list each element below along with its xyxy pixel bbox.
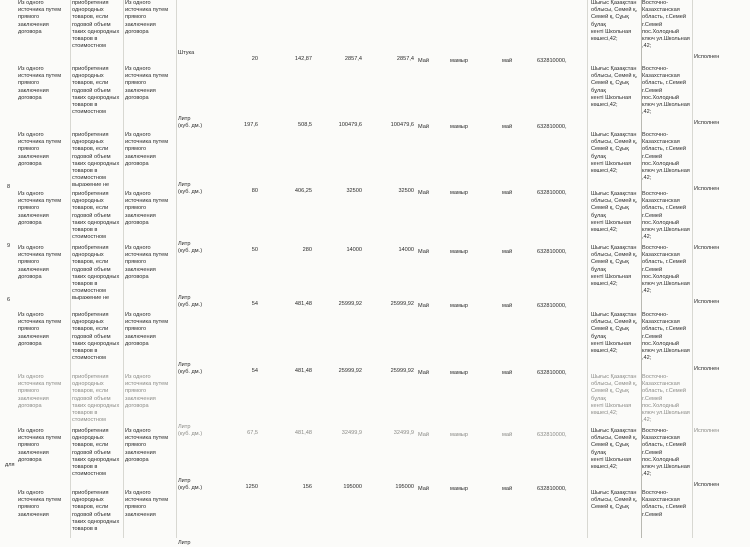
delivery-place-ru: Восточно- Казахстанская область, г.Семей г.Семей пос.Холодный ключ ул.Школьная ,42;: [642, 245, 690, 295]
total-amount: 195000: [343, 484, 362, 490]
status: Исполнен: [694, 299, 720, 305]
quantity: 50: [251, 247, 258, 253]
column-divider: [176, 0, 177, 538]
procurement-reason: Из одного источника путем прямого заключения договора: [125, 374, 169, 409]
procurement-method: Из одного источника путем прямого заключения договора: [18, 132, 62, 167]
planned-month-kz: мамыр: [450, 303, 468, 309]
purchase-description: приобретения однородных товаров, если годовой объем таких однородных товаров в стоимостном: [72, 0, 120, 50]
column-divider: [587, 0, 588, 538]
delivery-place-ru: Восточно- Казахстанская область, г.Семей г.Семей пос.Холодный ключ ул.Школьная ,42;: [642, 66, 690, 116]
purchase-description: приобретения однородных товаров, если годовой объем таких однородных товаров в стоимостном выражение не: [72, 132, 120, 189]
kato-code: 632810000,: [537, 303, 567, 309]
purchase-description: приобретения однородных товаров, если годовой объем таких однородных товаров в стоимостном: [72, 191, 120, 241]
unit-price: 142,87: [294, 56, 312, 62]
total-amount-vat: 2857,4: [396, 56, 414, 62]
procurement-method: Из одного источника путем прямого заключения договора: [18, 245, 62, 280]
delivery-place-kz: Шығыс Қазақстан облысы, Семей қ, Семей қ, Сұық бұлақ кенті Школьная көшесі,42;: [591, 191, 638, 234]
planned-month-ru: май: [502, 58, 513, 64]
planned-month-kz: мамыр: [450, 432, 468, 438]
purchase-description: приобретения однородных товаров, если годовой объем таких однородных товаров в: [72, 490, 120, 533]
delivery-place-kz: Шығыс Қазақстан облысы, Семей қ, Семей қ, Сұық бұлақ кенті Школьная көшесі,42;: [591, 312, 638, 355]
planned-month-ru: май: [502, 370, 513, 376]
delivery-place-ru: Восточно- Казахстанская область, г.Семей г.Семей пос.Холодный ключ ул.Школьная ,42;: [642, 0, 690, 50]
row-number: 9: [7, 243, 11, 249]
procurement-method: Из одного источника путем прямого заключения договора: [18, 312, 62, 347]
unit-of-measure: Штука: [178, 50, 195, 56]
quantity: 54: [251, 301, 258, 307]
procurement-reason: Из одного источника путем прямого заключения договора: [125, 132, 169, 167]
delivery-place-kz: Шығыс Қазақстан облысы, Семей қ, Семей қ, Сұық бұлақ кенті Школьная көшесі,42;: [591, 245, 638, 288]
delivery-place-kz: Шығыс Қазақстан облысы, Семей қ, Семей қ, Сұық бұлақ кенті Школьная көшесі,42;: [591, 428, 638, 471]
total-amount-vat: 100479,6: [390, 122, 414, 128]
procurement-method: Из одного источника путем прямого заключения договора: [18, 428, 62, 463]
planned-month-kz: мамыр: [450, 370, 468, 376]
unit-of-measure: Литр (куб. дм.): [178, 362, 203, 376]
procurement-method: Из одного источника путем прямого заключения договора: [18, 0, 62, 35]
unit-of-measure: Литр: [178, 540, 191, 546]
unit-of-measure: Литр (куб. дм.): [178, 241, 203, 255]
procurement-reason: Из одного источника путем прямого заключения договора: [125, 245, 169, 280]
delivery-place-ru: Восточно- Казахстанская область, г.Семей г.Семей пос.Холодный ключ ул.Школьная ,42;: [642, 428, 690, 478]
planned-month: Май: [418, 190, 429, 196]
procurement-method: Из одного источника путем прямого заключения договора: [18, 66, 62, 101]
planned-month-ru: май: [502, 303, 513, 309]
unit-of-measure: Литр (куб. дм.): [178, 424, 203, 438]
purchase-description: приобретения однородных товаров, если годовой объем таких однородных товаров в стоимостном: [72, 428, 120, 478]
unit-price: 481,48: [294, 368, 312, 374]
planned-month-kz: мамыр: [450, 486, 468, 492]
delivery-place-kz: Шығыс Қазақстан облысы, Семей қ, Семей қ, Сұық: [591, 490, 638, 511]
planned-month-kz: мамыр: [450, 124, 468, 130]
procurement-reason: Из одного источника путем прямого заключения: [125, 490, 169, 518]
planned-month: Май: [418, 432, 429, 438]
unit-price: 508,5: [298, 122, 312, 128]
delivery-place-ru: Восточно- Казахстанская область, г.Семей г.Семей: [642, 490, 686, 518]
unit-price: 280: [302, 247, 312, 253]
quantity: 80: [251, 188, 258, 194]
planned-month-ru: май: [502, 432, 513, 438]
total-amount-vat: 14000: [398, 247, 414, 253]
procurement-reason: Из одного источника путем прямого заключения договора: [125, 0, 169, 35]
delivery-place-ru: Восточно- Казахстанская область, г.Семей г.Семей пос.Холодный ключ ул.Школьная ,42;: [642, 191, 690, 241]
planned-month-ru: май: [502, 124, 513, 130]
kato-code: 632810000,: [537, 58, 567, 64]
kato-code: 632810000,: [537, 432, 567, 438]
unit-of-measure: Литр (куб. дм.): [178, 478, 203, 492]
planned-month-kz: мамыр: [450, 249, 468, 255]
purchase-description: приобретения однородных товаров, если годовой объем таких однородных товаров в стоимостном: [72, 66, 120, 116]
total-amount-vat: 25999,92: [390, 368, 414, 374]
planned-month-ru: май: [502, 486, 513, 492]
status: Исполнен: [694, 366, 720, 372]
total-amount: 32499,9: [341, 430, 362, 436]
procurement-reason: Из одного источника путем прямого заключения договора: [125, 312, 169, 347]
status: Исполнен: [694, 245, 720, 251]
kato-code: 632810000,: [537, 370, 567, 376]
delivery-place-kz: Шығыс Қазақстан облысы, Семей қ, Семей қ, Сұық бұлақ кенті Школьная көшесі,42;: [591, 132, 638, 175]
row-number: 6: [7, 297, 11, 303]
purchase-description: приобретения однородных товаров, если годовой объем таких однородных товаров в стоимостном: [72, 312, 120, 362]
total-amount-vat: 32500: [398, 188, 414, 194]
quantity: 1250: [245, 484, 258, 490]
total-amount-vat: 195000: [395, 484, 414, 490]
delivery-place-kz: Шығыс Қазақстан облысы, Семей қ, Семей қ, Сұық бұлақ кенті Школьная көшесі,42;: [591, 374, 638, 417]
procurement-reason: Из одного источника путем прямого заключения договора: [125, 66, 169, 101]
planned-month-ru: май: [502, 249, 513, 255]
kato-code: 632810000,: [537, 190, 567, 196]
unit-price: 406,25: [294, 188, 312, 194]
procurement-reason: Из одного источника путем прямого заключения договора: [125, 191, 169, 226]
procurement-method: Из одного источника путем прямого заключения договора: [18, 191, 62, 226]
status: Исполнен: [694, 54, 720, 60]
status: Исполнен: [694, 120, 720, 126]
kato-code: 632810000,: [537, 124, 567, 130]
unit-price: 156: [302, 484, 312, 490]
total-amount-vat: 25999,92: [390, 301, 414, 307]
quantity: 197,6: [244, 122, 258, 128]
planned-month: Май: [418, 58, 429, 64]
total-amount: 100479,6: [338, 122, 362, 128]
side-note: для: [5, 462, 15, 468]
total-amount: 32500: [346, 188, 362, 194]
delivery-place-kz: Шығыс Қазақстан облысы, Семей қ, Семей қ, Сұық бұлақ кенті Школьная көшесі,42;: [591, 66, 638, 109]
planned-month: Май: [418, 249, 429, 255]
delivery-place-ru: Восточно- Казахстанская область, г.Семей г.Семей пос.Холодный ключ ул.Школьная ,42;: [642, 312, 690, 362]
unit-of-measure: Литр (куб. дм.): [178, 182, 203, 196]
kato-code: 632810000,: [537, 486, 567, 492]
planned-month: Май: [418, 124, 429, 130]
unit-of-measure: Литр (куб. дм.): [178, 295, 203, 309]
delivery-place-ru: Восточно- Казахстанская область, г.Семей г.Семей пос.Холодный ключ ул.Школьная ,42;: [642, 374, 690, 424]
status: Исполнен: [694, 482, 720, 488]
planned-month: Май: [418, 303, 429, 309]
quantity: 20: [251, 56, 258, 62]
unit-price: 481,48: [294, 301, 312, 307]
planned-month: Май: [418, 486, 429, 492]
purchase-description: приобретения однородных товаров, если годовой объем таких однородных товаров в стоимостном выражение не: [72, 245, 120, 302]
unit-of-measure: Литр (куб. дм.): [178, 116, 203, 130]
delivery-place-kz: Шығыс Қазақстан облысы, Семей қ, Семей қ, Сұық бұлақ кенті Школьная көшесі,42;: [591, 0, 638, 43]
procurement-method: Из одного источника путем прямого заключения договора: [18, 374, 62, 409]
planned-month-ru: май: [502, 190, 513, 196]
quantity: 54: [251, 368, 258, 374]
kato-code: 632810000,: [537, 249, 567, 255]
total-amount: 25999,92: [338, 301, 362, 307]
procurement-reason: Из одного источника путем прямого заключения договора: [125, 428, 169, 463]
planned-month: Май: [418, 370, 429, 376]
total-amount: 2857,4: [344, 56, 362, 62]
procurement-method: Из одного источника путем прямого заключения: [18, 490, 62, 518]
total-amount: 14000: [346, 247, 362, 253]
status: Исполнен: [694, 428, 720, 434]
quantity: 67,5: [247, 430, 258, 436]
row-number: 8: [7, 184, 11, 190]
total-amount-vat: 32499,9: [393, 430, 414, 436]
planned-month-kz: мамыр: [450, 58, 468, 64]
unit-price: 481,48: [294, 430, 312, 436]
planned-month-kz: мамыр: [450, 190, 468, 196]
status: Исполнен: [694, 186, 720, 192]
purchase-description: приобретения однородных товаров, если годовой объем таких однородных товаров в стоимостном: [72, 374, 120, 424]
total-amount: 25999,92: [338, 368, 362, 374]
delivery-place-ru: Восточно- Казахстанская область, г.Семей г.Семей пос.Холодный ключ ул.Школьная ,42;: [642, 132, 690, 182]
